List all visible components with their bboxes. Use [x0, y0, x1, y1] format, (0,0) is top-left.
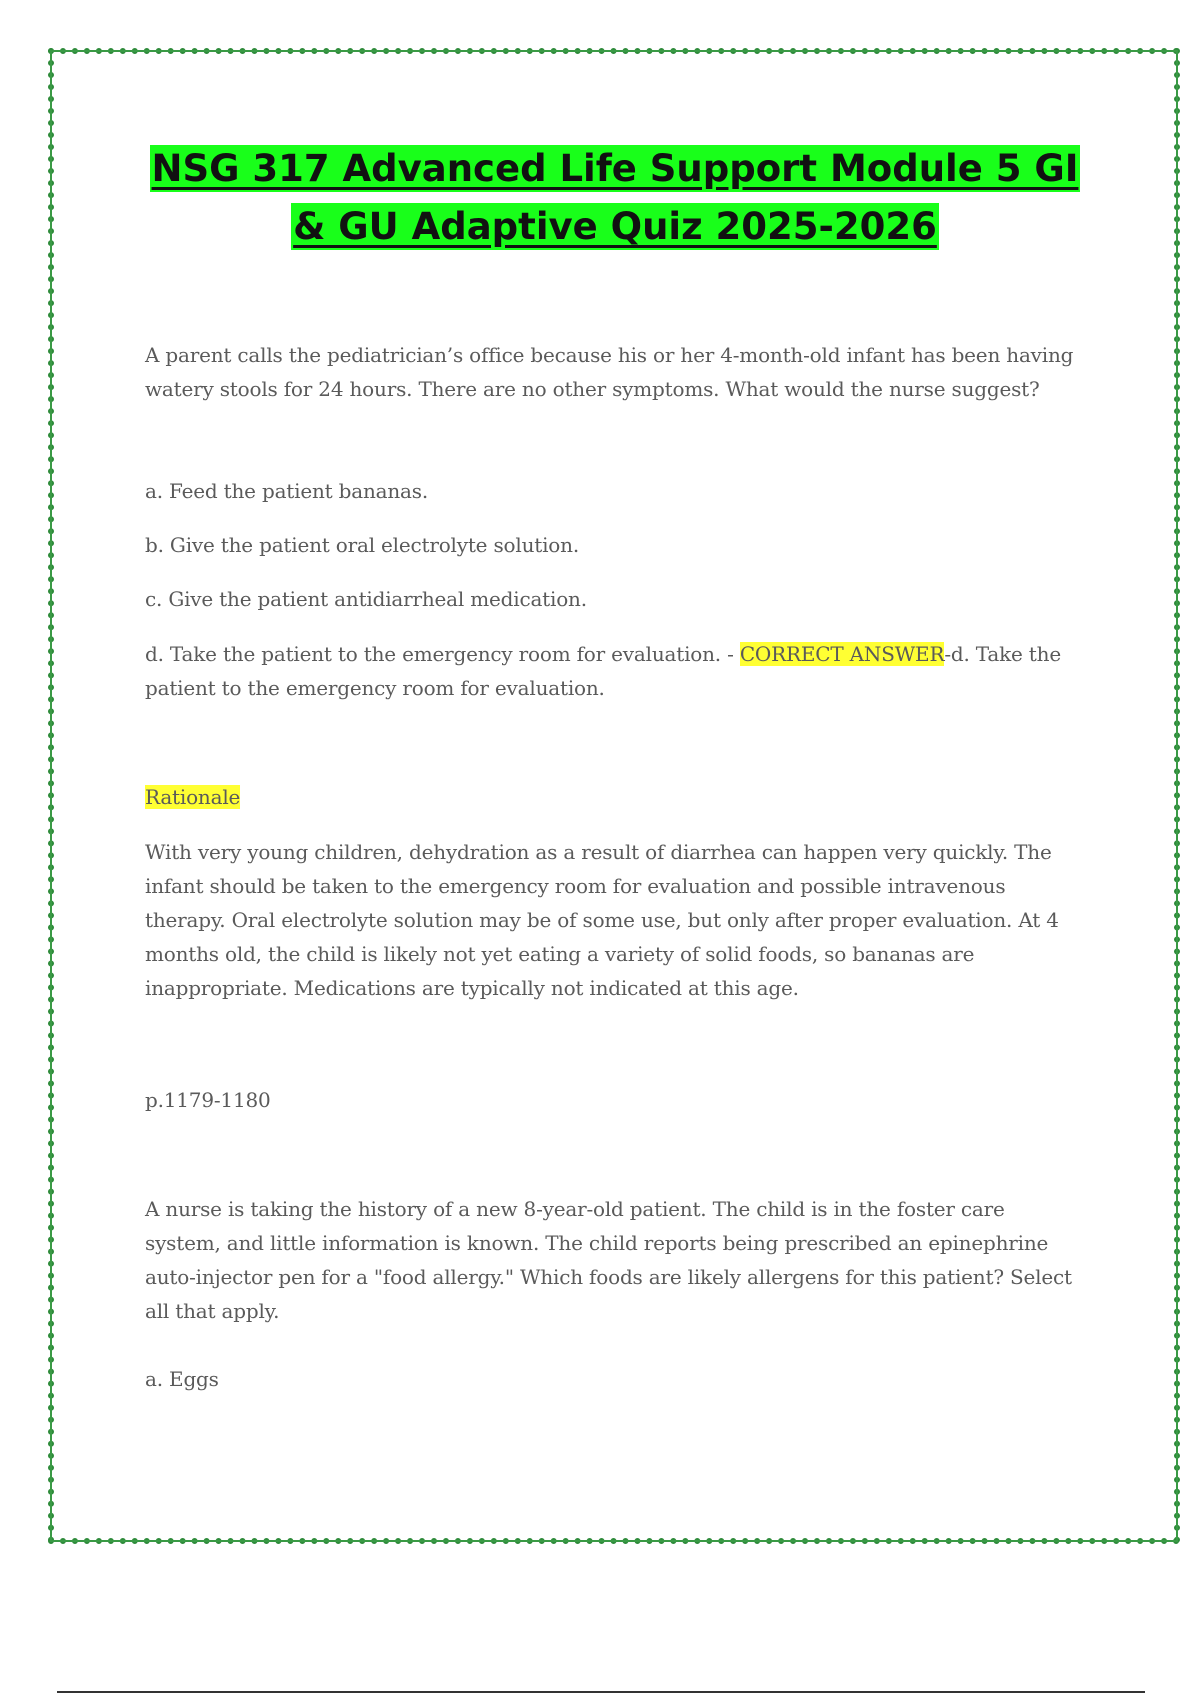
- page-reference: p.1179-1180: [145, 1088, 271, 1112]
- document-title: [145, 140, 1085, 256]
- question-1-option-b: b. Give the patient oral electrolyte solution.: [145, 533, 579, 557]
- question-2-stem: A nurse is taking the history of a new 8-year-old patient. The child is in the foster care system, and little information is known. The child reports being prescribed an epinephrine auto-injector pen for a "food allergy." Which foods are likely allergens for this patient? Select all that apply.: [145, 1197, 1072, 1323]
- question-1-option-a: a. Feed the patient bananas.: [145, 479, 428, 503]
- question-1-stem: A parent calls the pediatrician’s office because his or her 4-month-old infant has been having watery stools for 24 hours. There are no other symptoms. What would the nurse suggest?: [145, 343, 1074, 401]
- option-d-answer: -d. Take the patient to the emergency room for evaluation.: [145, 642, 1061, 700]
- option-d-text: d. Take the patient to the emergency room for evaluation. -: [145, 642, 740, 666]
- question-1-option-c: c. Give the patient antidiarrheal medication.: [145, 587, 587, 611]
- rationale-heading: [145, 780, 1085, 814]
- correct-answer-label: CORRECT ANSWER: [739, 642, 945, 666]
- question-1-option-d: [145, 637, 1085, 705]
- footer-rule: [57, 1691, 1145, 1693]
- document-content: [145, 140, 1085, 1391]
- title-highlight: NSG 317 Advanced Life Support Module 5 GI & GU Adaptive Quiz 2025-2026: [151, 147, 1079, 248]
- rationale-text: With very young children, dehydration as a result of diarrhea can happen very quickly. The infant should be taken to the emergency room for evaluation and possible intravenous therapy. Oral electrolyte solution may be of some use, but only after proper evaluation. At 4 months old, the child is likely not yet eating a variety of solid foods, so bananas are inappropriate. Medications are typically not indicated at this age.: [145, 840, 1059, 1000]
- rationale-label: Rationale: [145, 785, 241, 809]
- question-2-option-a: a. Eggs: [145, 1367, 219, 1391]
